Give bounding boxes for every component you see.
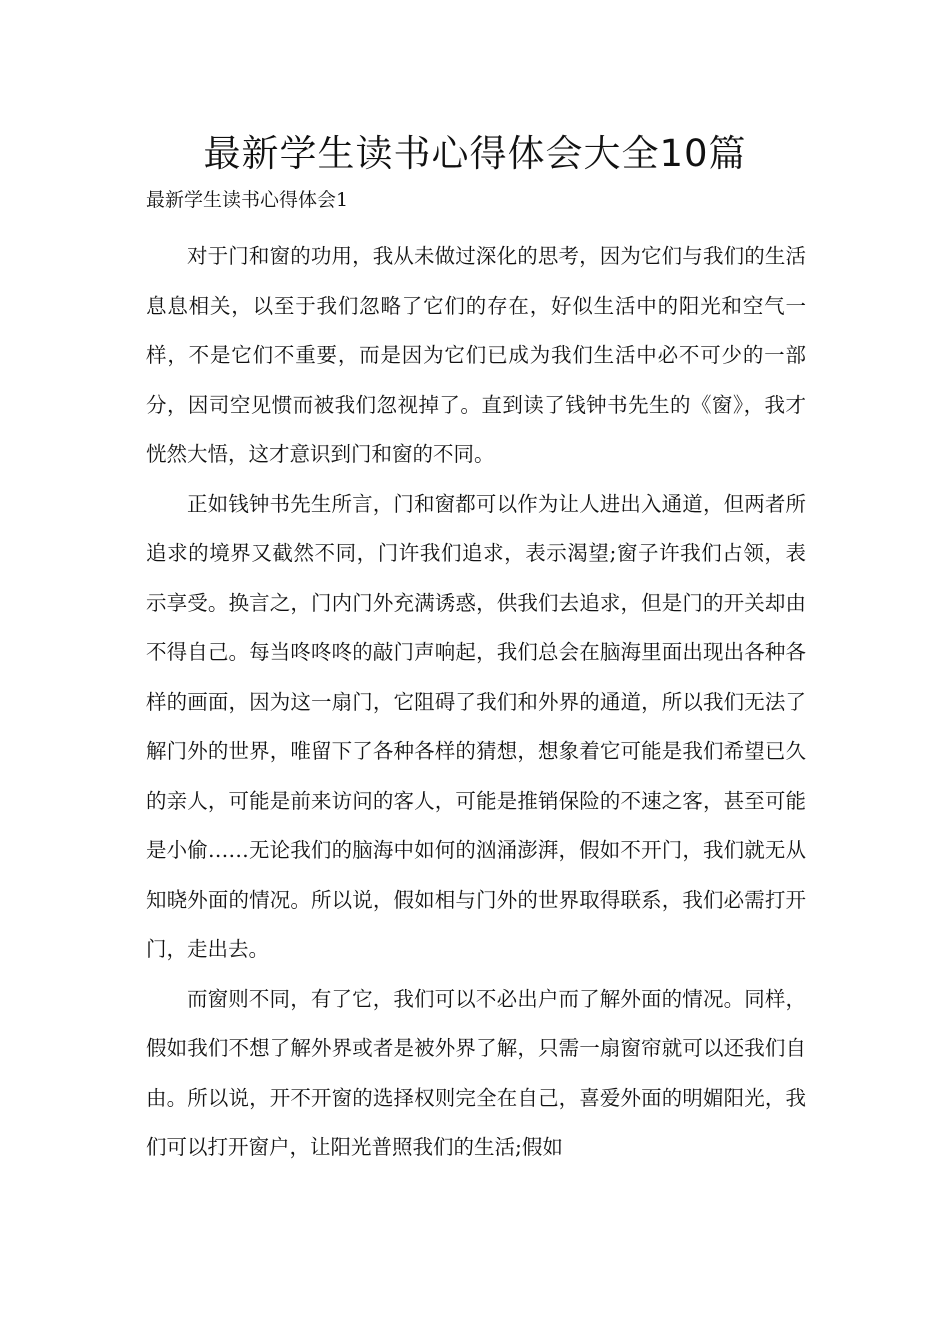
paragraph-3: 而窗则不同，有了它，我们可以不必出户而了解外面的情况。同样，假如我们不想了解外界或者是被外界了解，只需一扇窗帘就可以还我们自由。所以说，开不开窗的选择权则完全在自己，喜爱外面的明媚阳光，我们可以打开窗户，让阳光普照我们的生活;假如 [146,986,806,1159]
paragraph-1: 对于门和窗的功用，我从未做过深化的思考，因为它们与我们的生活息息相关，以至于我们忽略了它们的存在，好似生活中的阳光和空气一样，不是它们不重要，而是因为它们已成为我们生活中必不可少的一部分，因司空见惯而被我们忽视掉了。直到读了钱钟书先生的《窗》，我才恍然大悟，这才意识到门和窗的不同。 [146,244,806,466]
document-title: 最新学生读书心得体会大全10篇 [203,132,747,175]
paragraph-2: 正如钱钟书先生所言，门和窗都可以作为让人进出入通道，但两者所追求的境界又截然不同，门许我们追求，表示渴望;窗子许我们占领，表示享受。换言之，门内门外充满诱惑，供我们去追求，但是门的开关却由不得自己。每当咚咚咚的敲门声响起，我们总会在脑海里面出现出各种各样的画面，因为这一扇门，它阻碍了我们和外界的通道，所以我们无法了解门外的世界，唯留下了各种各样的猜想，想象着它可能是我们希望已久的亲人，可能是前来访问的客人，可能是推销保险的不速之客，甚至可能是小偷……无论我们的脑海中如何的汹涌澎湃，假如不开门，我们就无从知晓外面的情况。所以说，假如相与门外的世界取得联系，我们必需打开门，走出去。 [146,491,806,961]
section-heading: 最新学生读书心得体会1 [146,189,349,211]
document-body [146,232,806,1173]
